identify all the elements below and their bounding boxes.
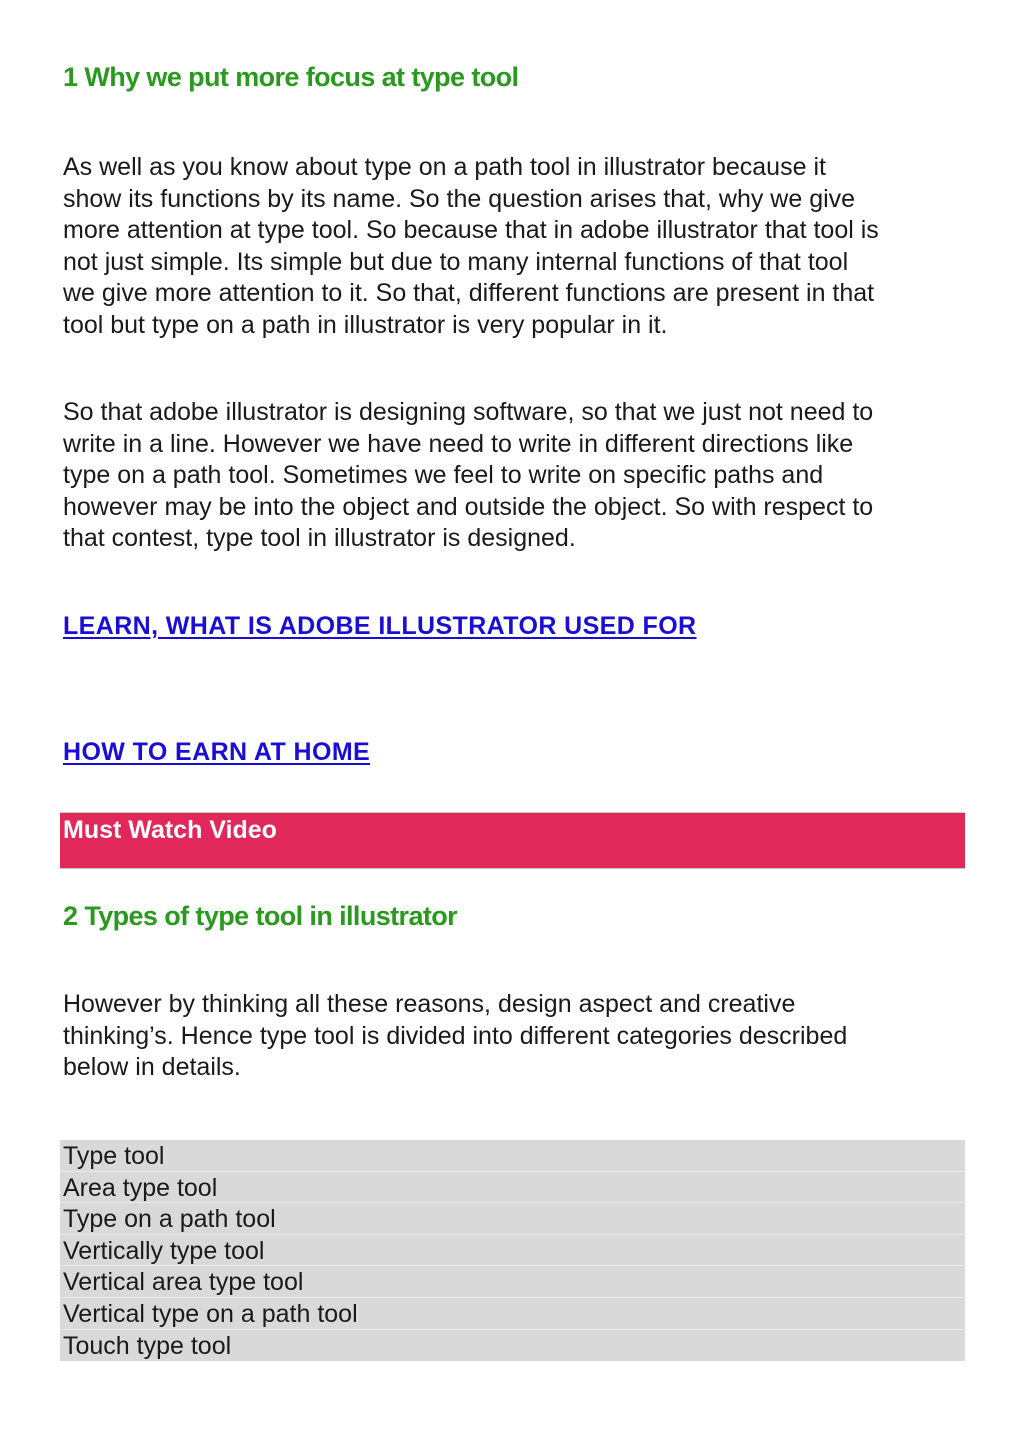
text-line: however may be into the object and outside the object. So with respect to — [63, 492, 874, 521]
text-line: we give more attention to it. So that, different functions are present in that — [63, 279, 875, 308]
section-1-paragraph-2 — [63, 397, 973, 555]
text-line: write in a line. However we have need to write in different directions like — [63, 429, 854, 458]
text-line: So that adobe illustrator is designing software, so that we just not need to — [63, 398, 874, 426]
list-item: Type on a path tool — [60, 1203, 965, 1235]
text-line: show its functions by its name. So the question arises that, why we give — [63, 184, 856, 213]
text-line: not just simple. Its simple but due to many internal functions of that tool — [63, 247, 849, 276]
list-item: Area type tool — [60, 1172, 965, 1204]
section-2-paragraph — [63, 989, 973, 1084]
banner-label: Must Watch Video — [63, 816, 277, 844]
text-line: However by thinking all these reasons, design aspect and creative — [63, 990, 796, 1018]
list-item: Touch type tool — [63, 1331, 232, 1360]
text-line: below in details. — [63, 1053, 241, 1082]
type-tool-list — [60, 1140, 965, 1361]
list-item: Type tool — [60, 1140, 965, 1172]
section-1-heading: 1 Why we put more focus at type tool — [63, 62, 519, 92]
text-line: thinking’s. Hence type tool is divided into different categories described — [63, 1021, 848, 1050]
list-item: Vertically type tool — [60, 1235, 965, 1267]
text-line: that contest, type tool in illustrator is designed. — [63, 524, 576, 553]
text-line: tool but type on a path in illustrator is very popular in it. — [63, 310, 668, 339]
text-line: more attention at type tool. So because that in adobe illustrator that tool is — [63, 216, 879, 245]
earn-at-home-link[interactable]: HOW TO EARN AT HOME — [63, 738, 371, 766]
list-item: Vertical area type tool — [60, 1266, 965, 1298]
section-2-heading: 2 Types of type tool in illustrator — [63, 901, 458, 931]
learn-illustrator-link[interactable]: LEARN, WHAT IS ADOBE ILLUSTRATOR USED FOR — [63, 612, 697, 640]
list-item: Vertical type on a path tool — [60, 1298, 965, 1330]
must-watch-video-banner[interactable] — [60, 812, 965, 869]
text-line: As well as you know about type on a path tool in illustrator because it — [63, 153, 826, 181]
text-line: type on a path tool. Sometimes we feel to write on specific paths and — [63, 461, 824, 490]
section-1-paragraph-1 — [63, 152, 973, 342]
